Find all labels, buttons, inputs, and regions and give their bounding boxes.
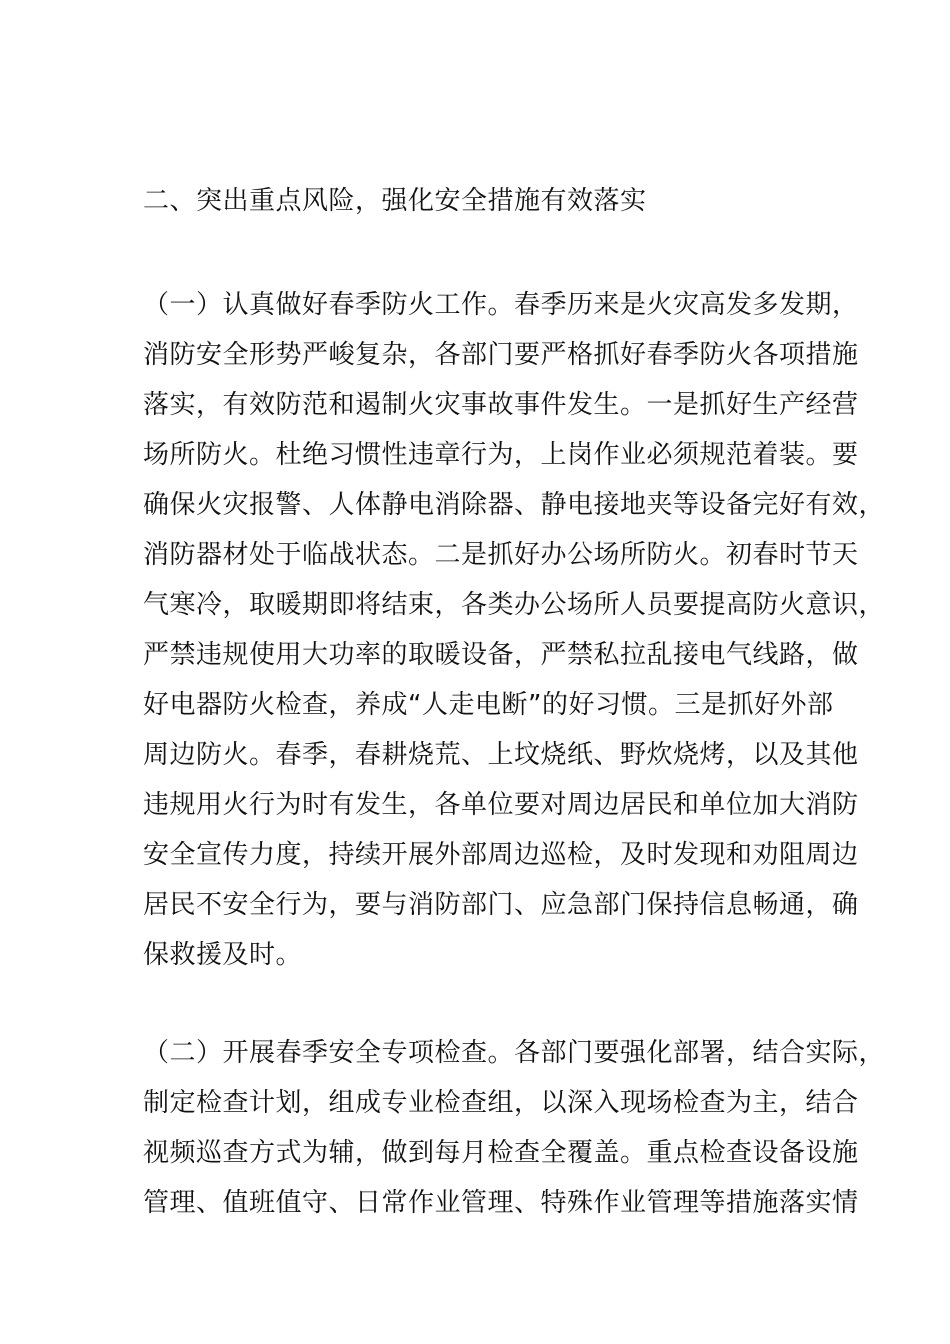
paragraph-line: （一）认真做好春季防火工作。春季历来是火灾高发多发期， <box>143 290 859 320</box>
paragraph-line: 管理、值班值守、日常作业管理、特殊作业管理等措施落实情 <box>143 1188 859 1218</box>
paragraph-line: 好电器防火检查，养成“人走电断”的好习惯。三是抓好外部 <box>143 690 834 720</box>
paragraph-line: 场所防火。杜绝习惯性违章行为，上岗作业必须规范着装。要 <box>143 440 859 470</box>
paragraph-line: 落实，有效防范和遏制火灾事故事件发生。一是抓好生产经营 <box>143 390 859 420</box>
paragraph-line: 消防安全形势严峻复杂，各部门要严格抓好春季防火各项措施 <box>143 340 859 370</box>
paragraph-fire-prevention <box>143 280 886 980</box>
paragraph-line: 居民不安全行为，要与消防部门、应急部门保持信息畅通，确 <box>143 890 859 920</box>
paragraph-line: 确保火灾报警、人体静电消除器、静电接地夹等设备完好有效， <box>143 490 886 520</box>
paragraph-line: 制定检查计划，组成专业检查组，以深入现场检查为主，结合 <box>143 1088 859 1118</box>
paragraph-line: 气寒冷，取暖期即将结束，各类办公场所人员要提高防火意识， <box>143 590 886 620</box>
paragraph-line: 周边防火。春季，春耕烧荒、上坟烧纸、野炊烧烤，以及其他 <box>143 740 859 770</box>
paragraph-line: （二）开展春季安全专项检查。各部门要强化部署，结合实际， <box>143 1038 886 1068</box>
paragraph-line: 严禁违规使用大功率的取暖设备，严禁私拉乱接电气线路，做 <box>143 640 859 670</box>
paragraph-line: 视频巡查方式为辅，做到每月检查全覆盖。重点检查设备设施 <box>143 1138 859 1168</box>
paragraph-line: 违规用火行为时有发生，各单位要对周边居民和单位加大消防 <box>143 790 859 820</box>
paragraph-line: 安全宣传力度，持续开展外部周边巡检，及时发现和劝阻周边 <box>143 840 859 870</box>
paragraph-line: 保救援及时。 <box>143 940 303 970</box>
section-heading: 二、突出重点风险，强化安全措施有效落实 <box>143 186 647 216</box>
paragraph-line: 消防器材处于临战状态。二是抓好办公场所防火。初春时节天 <box>143 540 859 570</box>
paragraph-safety-inspection <box>143 1028 886 1228</box>
